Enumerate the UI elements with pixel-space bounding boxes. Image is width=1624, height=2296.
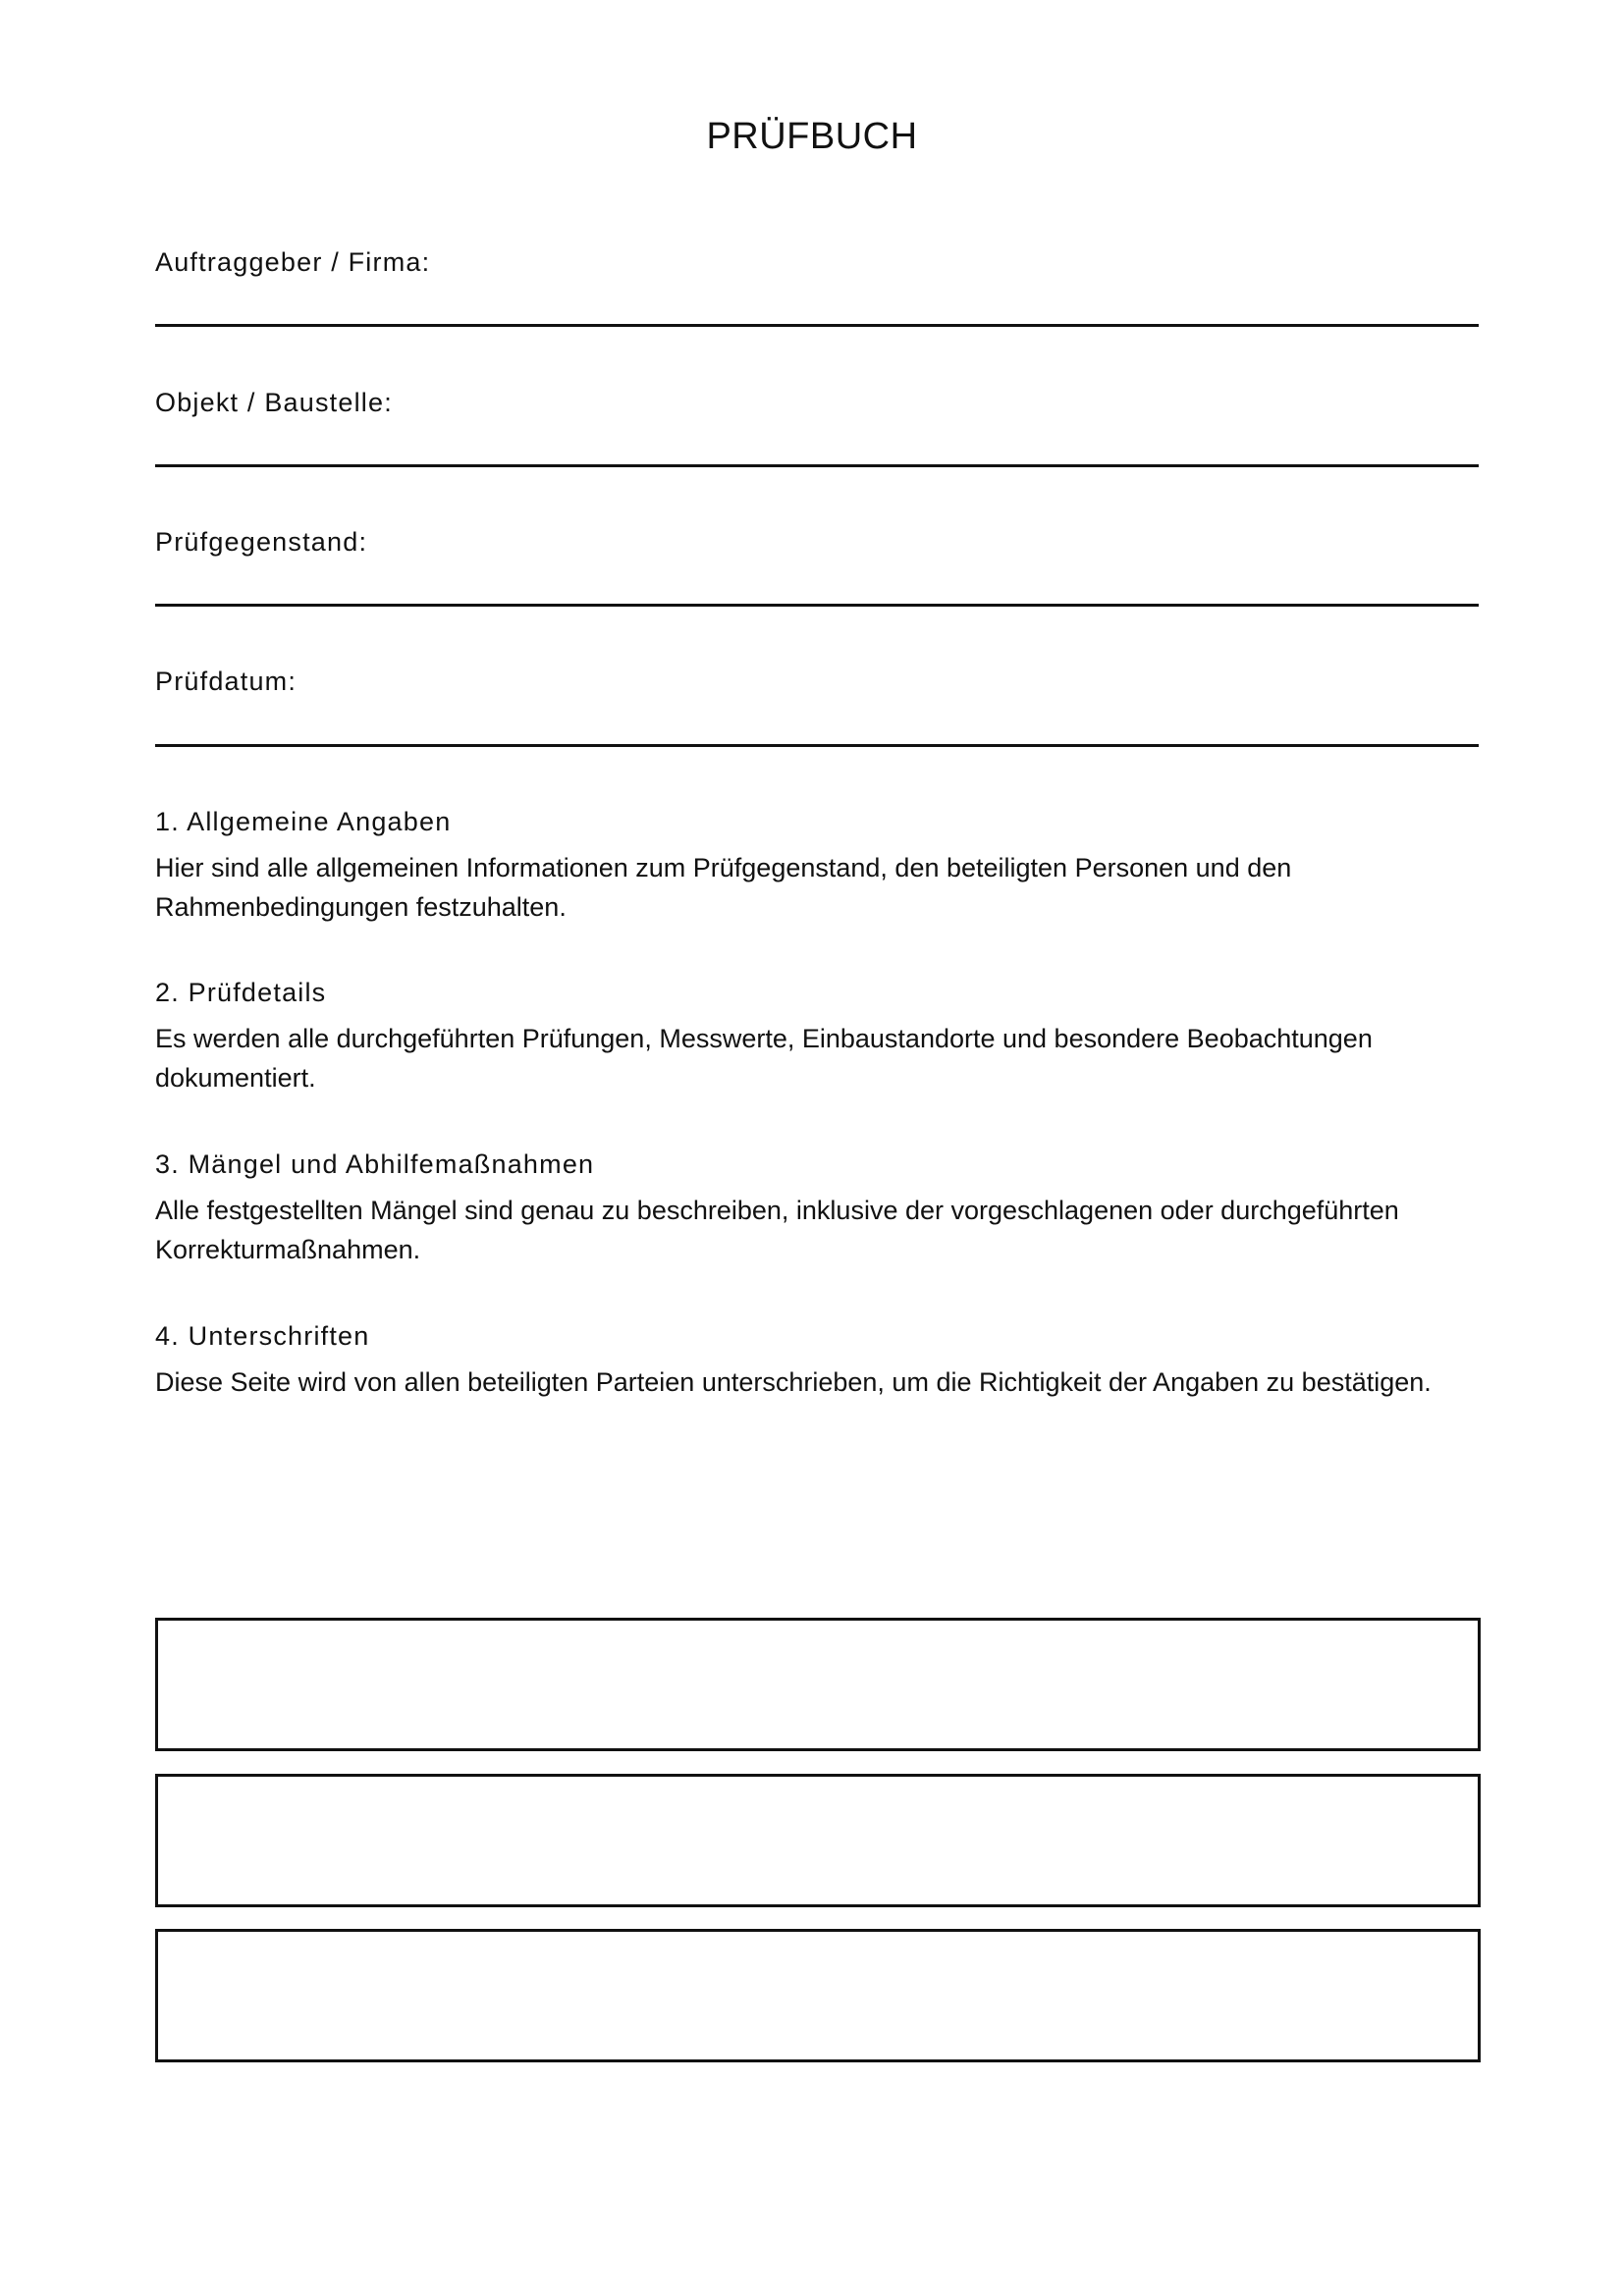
- signature-box-1[interactable]: [155, 1618, 1481, 1751]
- document-title: PRÜFBUCH: [706, 116, 918, 157]
- section-heading: 3. Mängel und Abhilfemaßnahmen: [155, 1149, 595, 1179]
- field-label: Prüfgegenstand:: [155, 527, 368, 557]
- section-heading: 4. Unterschriften: [155, 1321, 370, 1351]
- field-test-object: [155, 525, 1479, 559]
- field-label: Auftraggeber / Firma:: [155, 247, 431, 277]
- section-body: Diese Seite wird von allen beteiligten Parteien unterschrieben, um die Richtigkeit der Angaben zu bestätigen.: [155, 1367, 1432, 1397]
- field-object-site: [155, 386, 1479, 419]
- field-client-company: [155, 245, 1479, 279]
- field-input-line[interactable]: [155, 324, 1479, 327]
- section-body: Hier sind alle allgemeinen Informationen zum Prüfgegenstand, den beteiligten Personen und den Rahmenbedingungen festzuhalten.: [155, 853, 1292, 922]
- section-test-details: [155, 976, 1479, 1097]
- field-input-line[interactable]: [155, 744, 1479, 747]
- section-heading: 1. Allgemeine Angaben: [155, 807, 452, 836]
- signature-box-2[interactable]: [155, 1774, 1481, 1907]
- signature-box-3[interactable]: [155, 1929, 1481, 2062]
- section-defects-remedies: [155, 1148, 1479, 1269]
- field-test-date: [155, 665, 1479, 698]
- field-label: Objekt / Baustelle:: [155, 388, 393, 417]
- section-heading: 2. Prüfdetails: [155, 978, 327, 1007]
- field-input-line[interactable]: [155, 604, 1479, 607]
- section-signatures: [155, 1319, 1479, 1402]
- section-body: Es werden alle durchgeführten Prüfungen, Messwerte, Einbaustandorte und besondere Beobachtungen dokumentiert.: [155, 1024, 1373, 1093]
- section-body: Alle festgestellten Mängel sind genau zu beschreiben, inklusive der vorgeschlagenen oder durchgeführten Korrekturmaßnahmen.: [155, 1196, 1399, 1264]
- field-label: Prüfdatum:: [155, 667, 298, 696]
- field-input-line[interactable]: [155, 464, 1479, 467]
- section-general-info: [155, 805, 1479, 927]
